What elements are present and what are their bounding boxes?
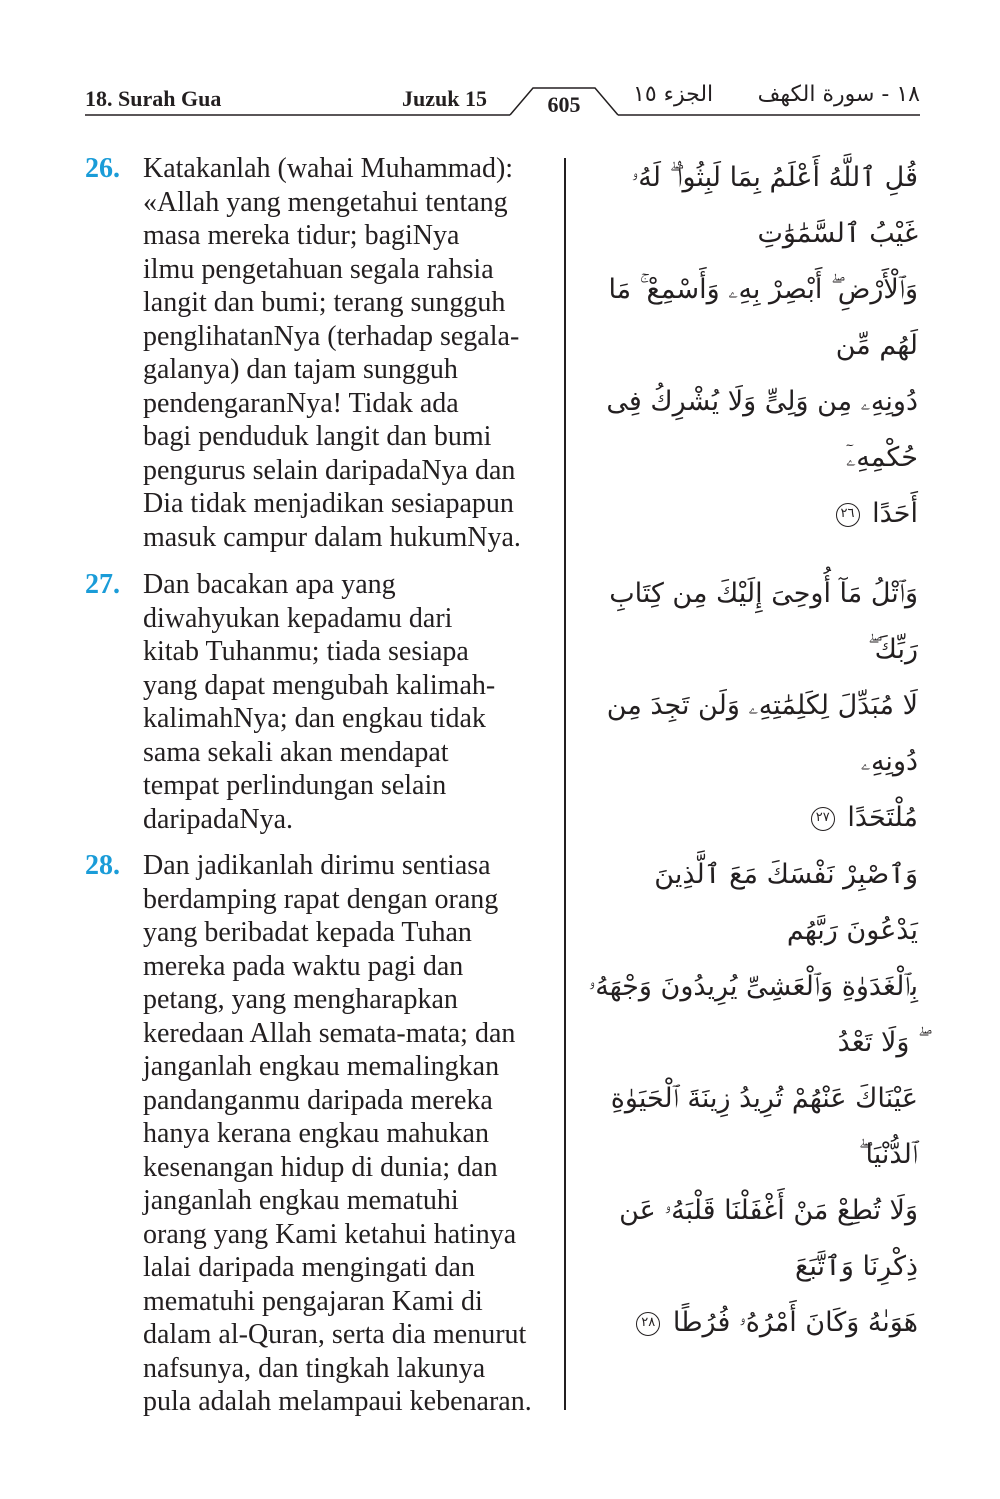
surah-title-arabic: ١٨ - سورة الكهف: [757, 82, 920, 107]
verse-number: 27.: [85, 569, 120, 600]
column-divider: [564, 158, 566, 1410]
ayah-end-marker: ٢٨: [636, 1312, 660, 1336]
arabic-text: وَٱصْبِرْ نَفْسَكَ مَعَ ٱلَّذِينَ يَدْعُونَ رَبَّهُم بِٱلْغَدَوٰةِ وَٱلْعَشِىِّ يُرِيدُونَ وَجْهَهُۥ ۖ وَلَا تَعْدُ عَيْنَاكَ عَنْهُمْ تُرِيدُ زِينَةَ ٱلْحَيَوٰةِ ٱلدُّنْيَا ۖ وَلَا تُطِعْ مَنْ أَغْفَلْنَا قَلْبَهُۥ عَن ذِكْرِنَا وَٱتَّبَعَ هَوَىٰهُ وَكَانَ أَمْرُهُۥ فُرُطًا: [588, 859, 918, 1338]
juzuk-label: Juzuk 15: [402, 86, 487, 111]
page-number: 605: [547, 92, 581, 117]
page-header: [85, 82, 920, 126]
verse-26-arabic: [588, 150, 918, 542]
verse-27-arabic: [588, 566, 918, 846]
ayah-end-marker: ٢٧: [811, 807, 835, 831]
verse-27-translation: [85, 568, 555, 836]
ayah-end-marker: ٢٦: [836, 503, 860, 527]
verse-26-translation: [85, 152, 555, 554]
verse-28-translation: [85, 849, 555, 1419]
verse-number: 26.: [85, 153, 120, 184]
verse-number: 28.: [85, 850, 120, 881]
arabic-text: قُلِ ٱللَّهُ أَعْلَمُ بِمَا لَبِثُوا۟ ۖ لَهُۥ غَيْبُ ٱلسَّمَٰوَٰتِ وَٱلْأَرْضِ ۖ أَبْصِرْ بِهِۦ وَأَسْمِعْ ۚ مَا لَهُم مِّن دُونِهِۦ مِن وَلِىٍّ وَلَا يُشْرِكُ فِى حُكْمِهِۦٓ أَحَدًا: [606, 162, 918, 529]
verse-translation-text: Dan bacakan apa yang diwahyukan kepadamu dari kitab Tuhanmu; tiada sesiapa yang dapat mengubah kalimah- kalimahNya; dan engkau tidak sama sekali akan mendapat tempat perlindungan selain daripadaNya.: [143, 569, 496, 835]
verse-translation-text: Katakanlah (wahai Muhammad): «Allah yang mengetahui tentang masa mereka tidur; bagiNya ilmu pengetahuan segala rahsia langit dan bumi; terang sungguh penglihatanNya (terhadap segala- galanya) dan tajam sungguh pendengaranNya! Tidak ada bagi penduduk langit dan bumi pengurus selain daripadaNya dan Dia tidak menjadikan sesiapapun masuk campur dalam hukumNya.: [143, 153, 521, 553]
verse-28-arabic: [588, 847, 918, 1351]
surah-title-latin: 18. Surah Gua: [85, 86, 222, 111]
arabic-text: وَٱتْلُ مَآ أُوحِىَ إِلَيْكَ مِن كِتَابِ رَبِّكَ ۖ لَا مُبَدِّلَ لِكَلِمَٰتِهِۦ وَلَن تَجِدَ مِن دُونِهِۦ مُلْتَحَدًا: [606, 578, 918, 833]
verse-translation-text: Dan jadikanlah dirimu sentiasa berdamping rapat dengan orang yang beribadat kepada Tuhan mereka pada waktu pagi dan petang, yang mengharapkan keredaan Allah semata-mata; dan janganlah engkau memalingkan pandanganmu daripada mereka hanya kerana engkau mahukan kesenangan hidup di dunia; dan janganlah engkau mematuhi orang yang Kami ketahui hatinya lalai daripada mengingati dan mematuhi pengajaran Kami di dalam al-Quran, serta dia menurut nafsunya, dan tingkah lakunya pula adalah melampaui kebenaran.: [143, 850, 532, 1417]
juz-label-arabic: الجزء ١٥: [633, 82, 714, 107]
